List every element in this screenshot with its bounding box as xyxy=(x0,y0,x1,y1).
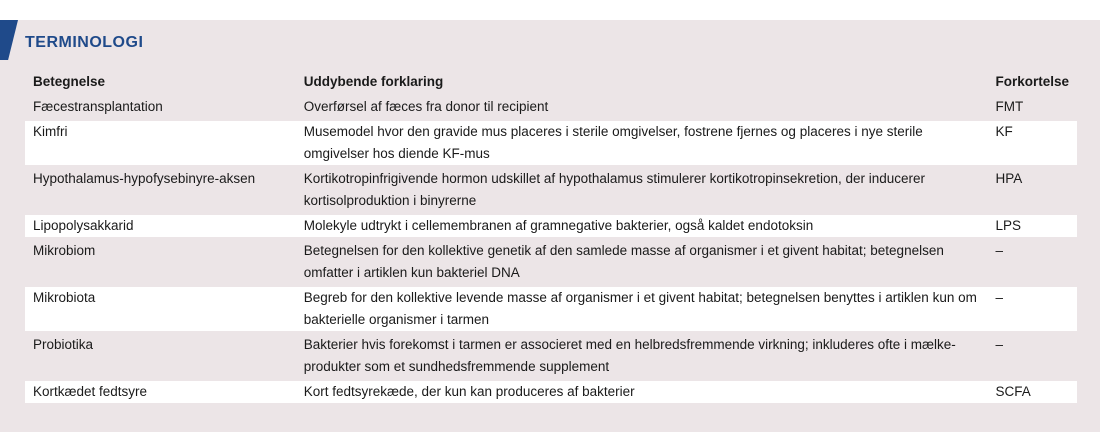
term-cell: Mikrobiota xyxy=(25,287,296,331)
abbreviation-cell: – xyxy=(987,334,1077,378)
term-cell: Probiotika xyxy=(25,334,296,378)
term-cell: Hypothalamus-hypofysebinyre-aksen xyxy=(25,168,296,212)
abbreviation-cell: SCFA xyxy=(987,381,1077,403)
term-cell: Kortkædet fedtsyre xyxy=(25,381,296,403)
term-cell: Fæcestransplantation xyxy=(25,96,296,118)
section-title: TERMINOLOGI xyxy=(25,34,144,51)
explanation-cell: Kortikotropinfrigivende hormon udskillet af hypothalamus stimulerer kortikotropinsekretion, der inducerer kortisolproduktion i binyrerne xyxy=(296,168,988,212)
explanation-cell: Betegnelsen for den kollektive genetik af den samlede masse af organismer i et givent habitat; betegnelsen omfatter i artiklen kun bakteriel DNA xyxy=(296,240,988,284)
header-abbreviation: Forkortelse xyxy=(995,74,1069,89)
terminology-table xyxy=(25,68,1077,406)
table-row xyxy=(25,96,1077,118)
table-row xyxy=(25,168,1077,212)
table-row xyxy=(25,287,1077,331)
table-row xyxy=(25,215,1077,237)
explanation-cell: Molekyle udtrykt i cellemembranen af gramnegative bakterier, også kaldet endotoksin xyxy=(296,215,988,237)
abbreviation-cell: LPS xyxy=(987,215,1077,237)
abbreviation-cell: HPA xyxy=(987,168,1077,212)
header-explanation: Uddybende forklaring xyxy=(303,74,444,89)
explanation-cell: Musemodel hvor den gravide mus placeres i sterile omgivelser, fostrene fjernes og placeres i nye sterile omgivelser hos diende KF-mus xyxy=(296,121,988,165)
abbreviation-cell: FMT xyxy=(987,96,1077,118)
table-row xyxy=(25,334,1077,378)
explanation-cell: Bakterier hvis forekomst i tarmen er associeret med en helbredsfremmende virkning; inkluderes ofte i mælke-produkter som et sundhedsfremmende supplement xyxy=(296,334,988,378)
abbreviation-cell: – xyxy=(987,287,1077,331)
term-cell: Mikrobiom xyxy=(25,240,296,284)
table-row xyxy=(25,381,1077,403)
term-cell: Kimfri xyxy=(25,121,296,165)
explanation-cell: Begreb for den kollektive levende masse af organismer i et givent habitat; betegnelsen benyttes i artiklen kun om bakterielle organismer i tarmen xyxy=(296,287,988,331)
abbreviation-cell: KF xyxy=(987,121,1077,165)
explanation-cell: Overførsel af fæces fra donor til recipient xyxy=(296,96,988,118)
header-term: Betegnelse xyxy=(33,74,106,89)
table-row xyxy=(25,121,1077,165)
explanation-cell: Kort fedtsyrekæde, der kun kan produceres af bakterier xyxy=(296,381,988,403)
table-row xyxy=(25,240,1077,284)
table-header-row xyxy=(25,71,1077,93)
term-cell: Lipopolysakkarid xyxy=(25,215,296,237)
abbreviation-cell: – xyxy=(987,240,1077,284)
